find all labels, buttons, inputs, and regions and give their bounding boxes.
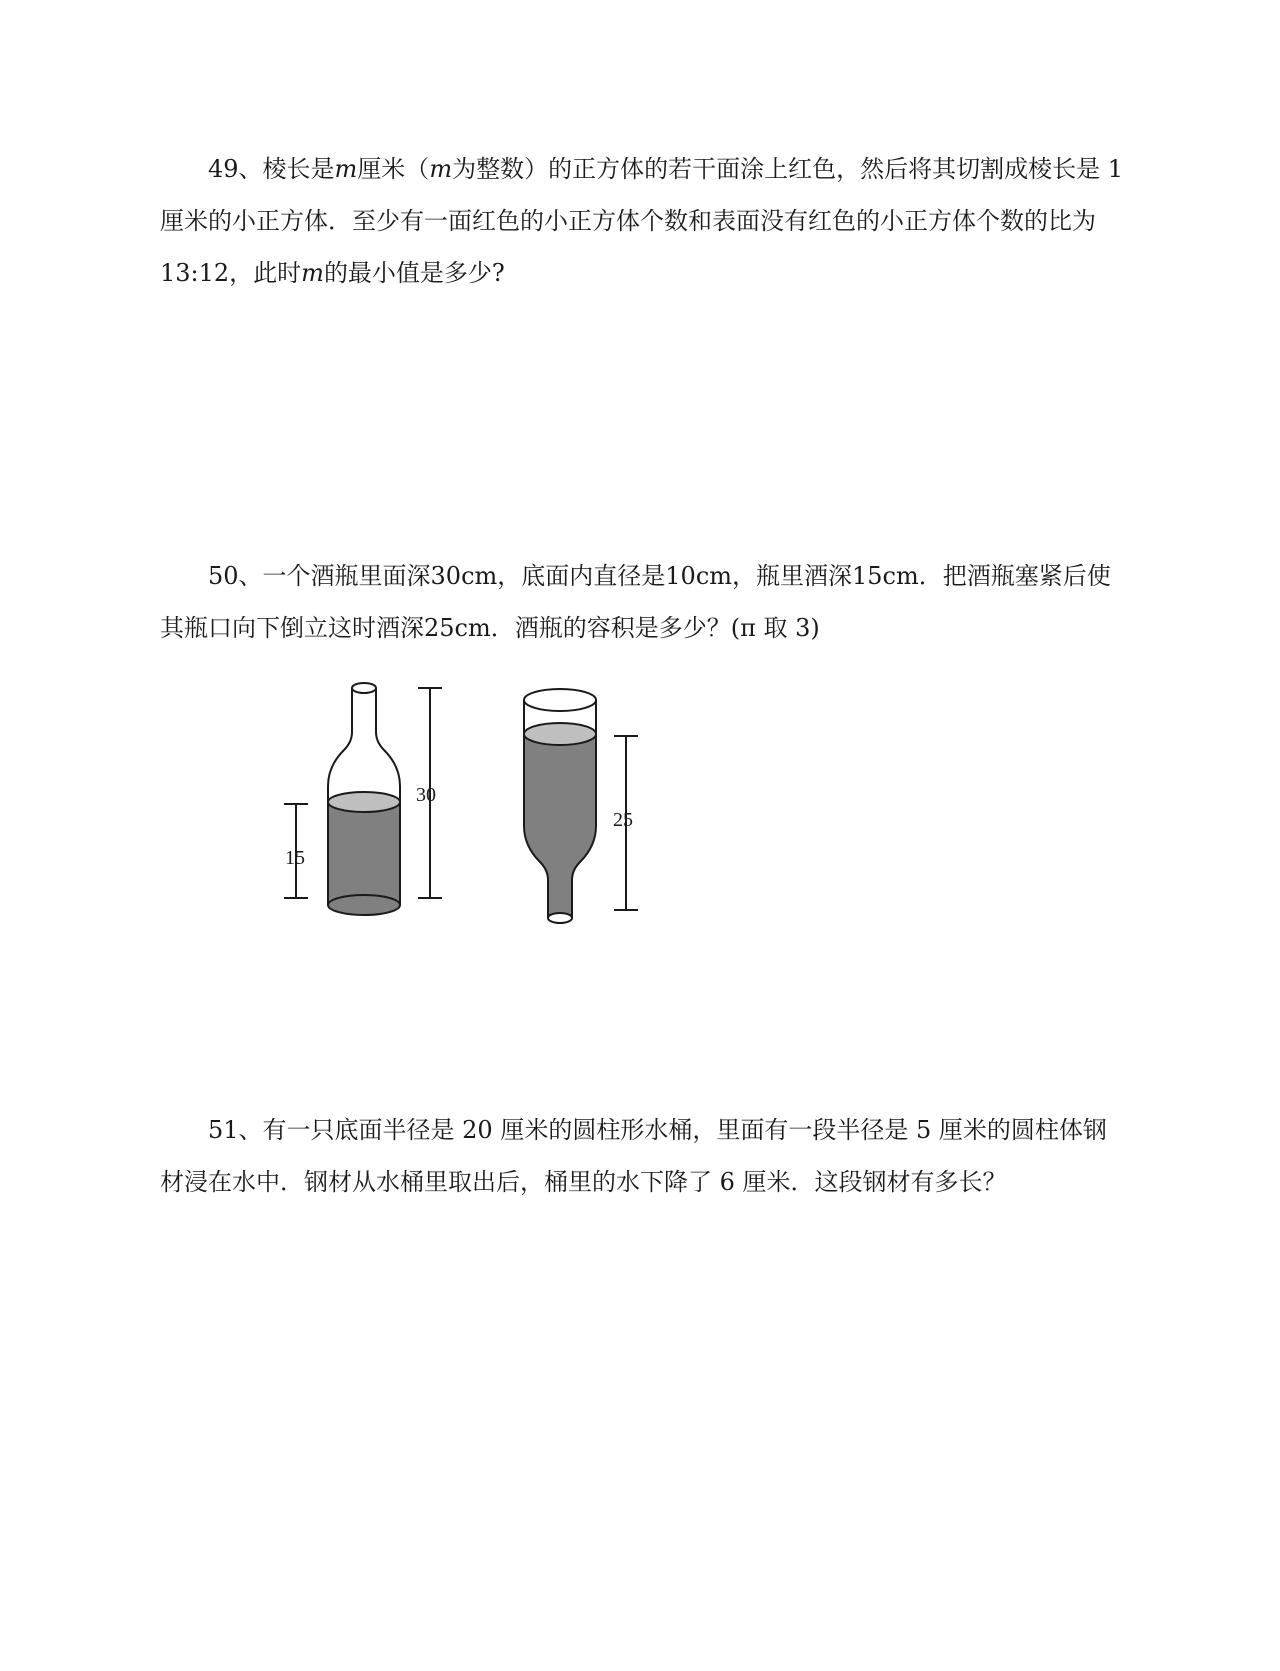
problem-49-var-m: m <box>301 259 324 287</box>
upright-bottle-mouth <box>352 683 376 693</box>
problem-49-mid2: 为整数）的正方体的若干面涂上红色，然后将其切割成棱长是 1 厘米的小正方体．至少有一面红色的小正方体个数和表面没有红色的小正方体个数的比为13:12，此时 <box>160 155 1123 287</box>
problem-50-text: 50、一个酒瓶里面深30cm，底面内直径是10cm，瓶里酒深15cm．把酒瓶塞紧后使其瓶口向下倒立这时酒深25cm．酒瓶的容积是多少？(π 取 3) <box>160 562 1111 642</box>
problem-49-mid1: 厘米（ <box>357 155 430 183</box>
dimension-15-label: 15 <box>285 847 305 869</box>
inverted-bottle-mouth <box>548 913 572 923</box>
inverted-bottle <box>524 689 596 923</box>
upright-wine <box>328 802 400 905</box>
upright-wine-bottom <box>328 895 400 915</box>
upright-bottle <box>328 683 400 915</box>
problem-49-var-m: m <box>334 155 358 183</box>
problem-51-text: 51、有一只底面半径是 20 厘米的圆柱形水桶，里面有一段半径是 5 厘米的圆柱体钢材浸在水中．钢材从水桶里取出后，桶里的水下降了 6 厘米．这段钢材有多长？ <box>160 1116 1107 1196</box>
inverted-wine-surface <box>524 723 596 745</box>
problem-49-tail: 的最小值是多少? <box>323 259 505 287</box>
inverted-wine <box>524 734 596 918</box>
upright-wine-surface <box>328 792 400 812</box>
dimension-25-label: 25 <box>613 809 633 831</box>
dimension-30-label: 30 <box>416 784 436 806</box>
problem-49-var-m: m <box>429 155 453 183</box>
problem-49-lead: 49、棱长是 <box>208 155 335 183</box>
problem-51 <box>160 1104 1128 1208</box>
inverted-bottle-base <box>524 689 596 711</box>
